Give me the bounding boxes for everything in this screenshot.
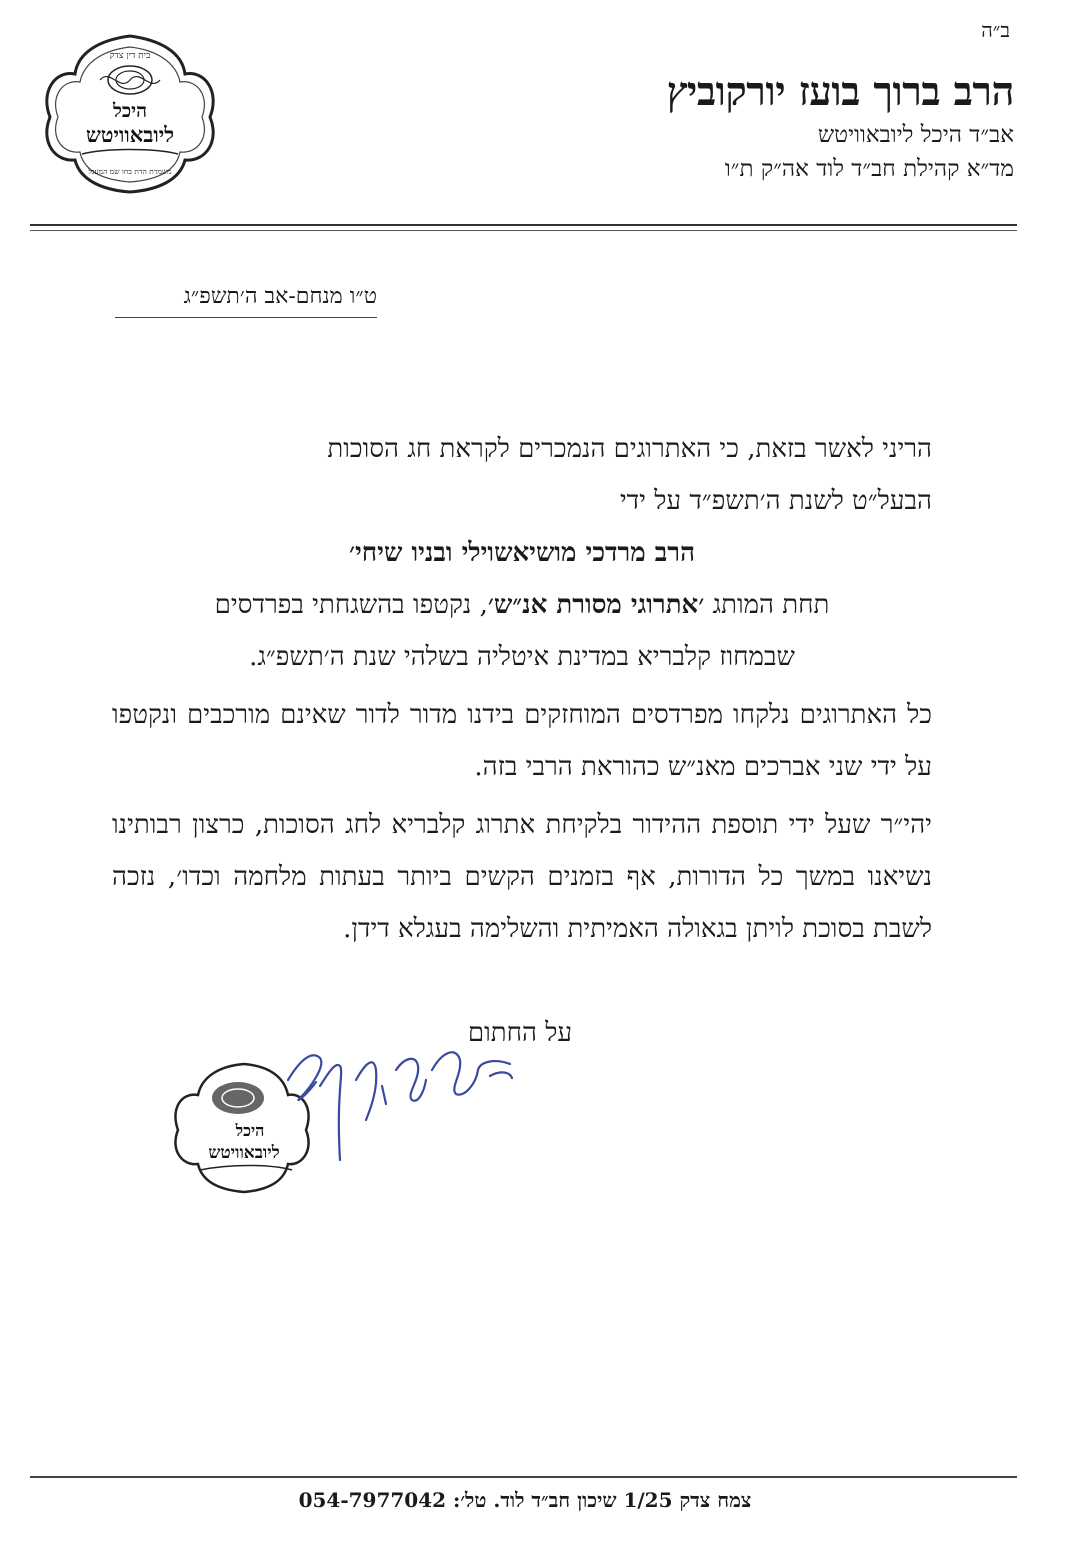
recipient-name: הרב מרדכי מושיאשוילי ובניו שיחי׳ — [348, 538, 696, 568]
para3: כל האתרוגים נלקחו מפרדסים המוחזקים בידנו מדור לדור שאינם מורכבים ונקטפו על ידי שני אברכים מאנ״ש כהוראת הרבי בזה. — [112, 700, 932, 782]
para1-line2: הבעל״ט לשנת ה׳תשפ״ד על ידי — [619, 486, 932, 516]
para4: יהי״ר שעל ידי תוספת ההידור בלקיחת אתרוג קלבריא לחג הסוכות, כרצון רבותינו נשיאנו במשך כל הדורות, אף בזמנים הקשים ביותר בעתות מלחמה וכדו׳, נזכה לשבת בסוכת לויתן בגאולה האמיתית והשלימה בעגלא דידן. — [112, 810, 932, 944]
official-stamp — [175, 1064, 308, 1192]
para2-line1 — [112, 579, 932, 631]
footer-divider — [30, 1476, 1017, 1478]
heichal-lubavitch-logo — [30, 22, 230, 202]
rabbi-title-line2: מד״א קהילת חב״ד לוד אה״ק ת״ו — [724, 156, 1014, 182]
rabbi-name: הרב ברוך בועז יורקוביץ — [666, 68, 1014, 115]
logo-bottom-text: משמרת הדת בחו שמ המעגל — [88, 167, 172, 176]
logo-line2: ליובאוויטש — [85, 122, 175, 147]
closing-signoff: על החתום — [467, 1018, 573, 1048]
brand-name: ׳אתרוגי מסורת אנ״ש׳ — [487, 590, 705, 620]
logo-top-text: בית דין צדק — [109, 51, 151, 61]
para2-post: , נקטפו בהשגחתי בפרדסים — [214, 590, 488, 620]
stamp-line1: היכל — [235, 1121, 265, 1140]
footer-address: צמח צדק 1/25 שיכון חב״ד לוד. טל׳: 054-7977042 — [298, 1488, 752, 1512]
stamp-line2: ליובאוויטש — [208, 1143, 280, 1163]
logo-line1: היכל — [112, 100, 148, 122]
para2-pre: תחת המותג — [704, 590, 830, 620]
para1-line1: הריני לאשר בזאת, כי האתרוגים הנמכרים לקראת חג הסוכות — [327, 434, 932, 464]
bh-mark: ב״ה — [981, 18, 1010, 42]
handwritten-signature — [288, 1052, 512, 1160]
para2-line2: שבמחוז קלבריא במדינת איטליה בשלהי שנת ה׳תשפ״ג. — [249, 642, 795, 672]
letter-body — [112, 423, 932, 955]
header-divider-thin — [30, 230, 1017, 231]
letterhead — [667, 66, 1014, 186]
stamp-and-signature — [160, 1040, 540, 1200]
header-divider — [30, 224, 1017, 226]
letter-date: ט״ו מנחם-אב ה׳תשפ״ג — [115, 283, 377, 318]
rabbi-title-line1: אב״ד היכל ליובאוויטש — [817, 122, 1014, 148]
